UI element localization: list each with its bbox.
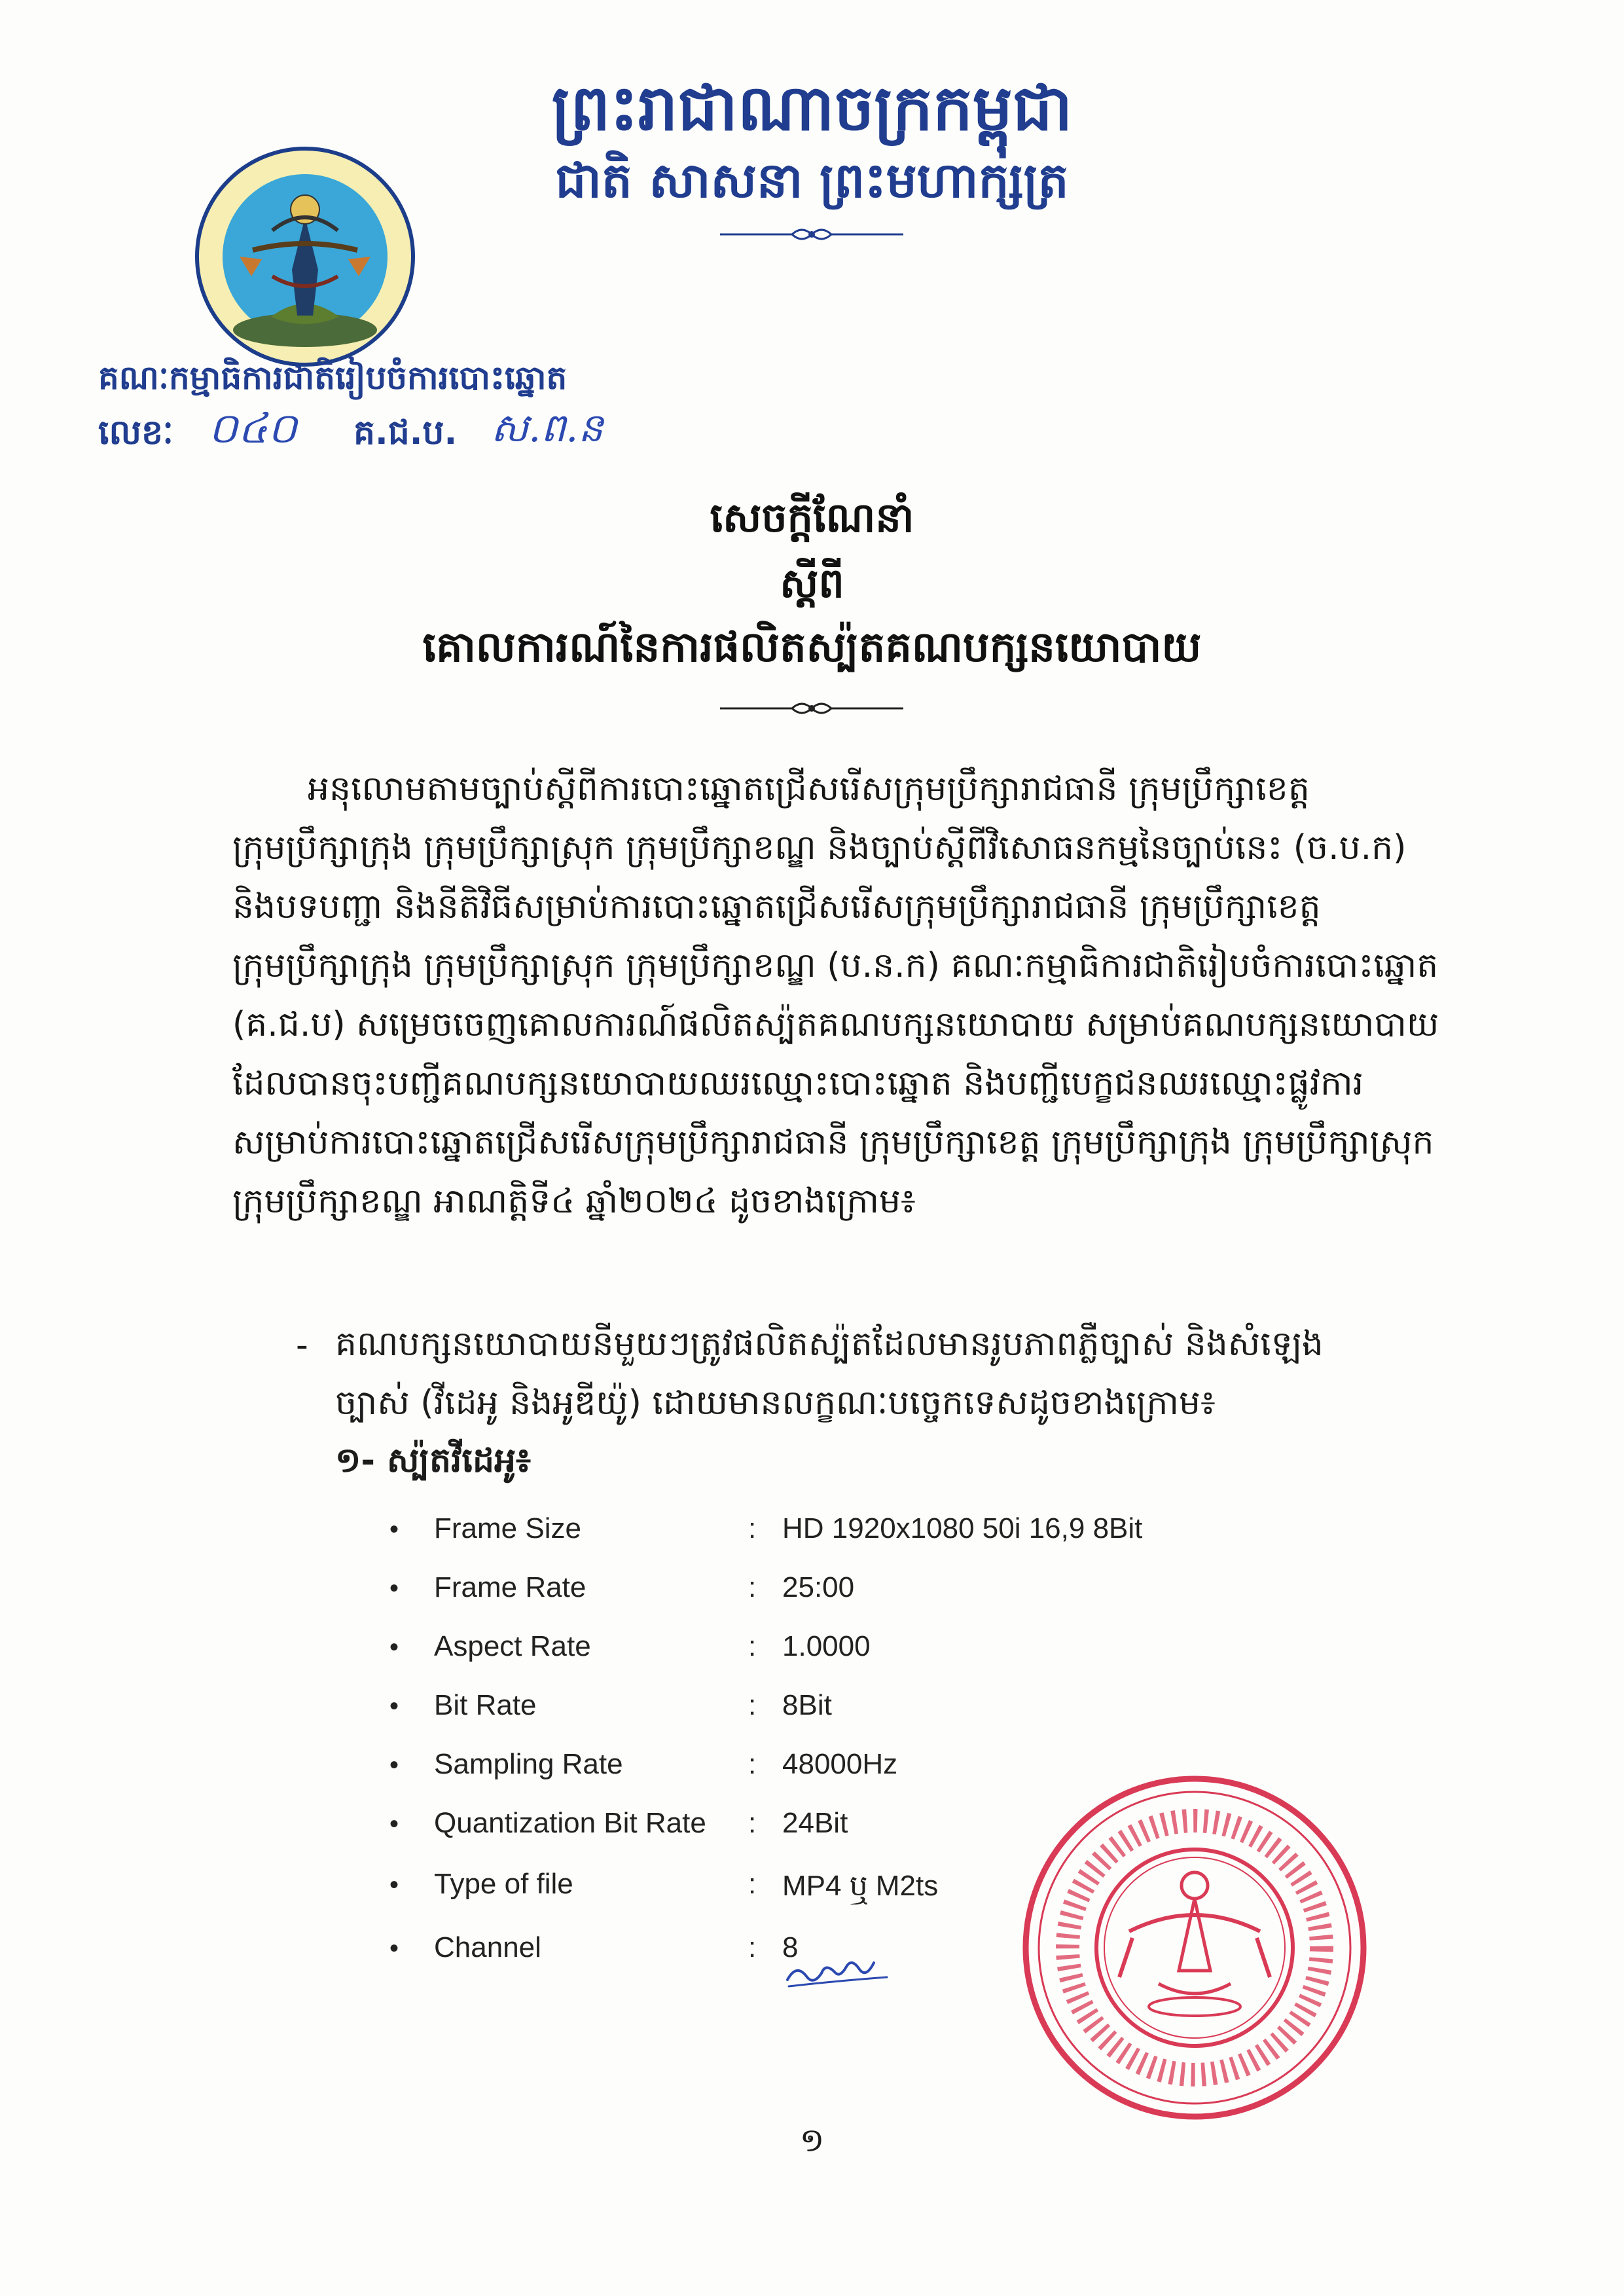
spec-row (389, 1630, 1306, 1683)
spec-label: Bit Rate (434, 1689, 537, 1721)
bullet-icon: • (389, 1515, 399, 1544)
spec-colon: : (748, 1807, 757, 1839)
spec-value: 24Bit (782, 1807, 848, 1839)
document-number-handwritten: ០៤០ (208, 405, 297, 453)
page-number: ១ (799, 2121, 825, 2159)
spec-label: Quantization Bit Rate (434, 1807, 706, 1839)
spec-colon: : (748, 1748, 757, 1780)
bullet-icon: • (389, 1870, 399, 1899)
header-ornament-divider (713, 221, 910, 247)
document-number-label: លេខៈ (98, 413, 173, 452)
spec-label: Frame Size (434, 1512, 581, 1544)
bullet-icon: • (389, 1934, 399, 1963)
body-line: និងបទបញ្ជា និងនីតិវិធីសម្រាប់ការបោះឆ្នោតជ្រើសរើសក្រុមប្រឹក្សារាជធានី ក្រុមប្រឹក្សាខេត្ត (232, 887, 1321, 926)
spec-label: Channel (434, 1931, 541, 1963)
body-line: (គ.ជ.ប) សម្រេចចេញគោលការណ៍ផលិតស្ប៉តគណបក្សនយោបាយ សម្រាប់គណបក្សនយោបាយ (232, 1005, 1439, 1044)
body-line: ក្រុមប្រឹក្សាក្រុង ក្រុមប្រឹក្សាស្រុក ក្រុមប្រឹក្សាខណ្ឌ (ប.ន.ក) គណៈកម្មាធិការជាតិរៀបចំការបោះឆ្នោត (232, 946, 1439, 985)
body-line: ក្រុមប្រឹក្សាក្រុង ក្រុមប្រឹក្សាស្រុក ក្រុមប្រឹក្សាខណ្ឌ និងច្បាប់ស្តីពីវិសោធនកម្មនៃច្បាប់នេះ (ច.ប.ក) (232, 828, 1407, 867)
spec-colon: : (748, 1689, 757, 1721)
nec-logo (194, 145, 416, 368)
handwritten-initials (782, 1948, 893, 1994)
document-subject: គោលការណ៍នៃការផលិតស្ប៉តគណបក្សនយោបាយ (422, 623, 1202, 672)
requirement-line: ច្បាស់ (វីដេអូ និងអូឌីយ៉ូ) ដោយមានលក្ខណៈបច្ចេកទេសដូចខាងក្រោម៖ (335, 1383, 1216, 1423)
spec-row (389, 1689, 1306, 1741)
item-dash: - (296, 1326, 308, 1365)
bullet-icon: • (389, 1692, 399, 1721)
document-number-reference: គ.ជ.ប. (353, 413, 458, 452)
national-motto: ជាតិ សាសនា ព្រះមហាក្សត្រ (555, 153, 1069, 209)
spec-label: Frame Rate (434, 1571, 586, 1603)
bullet-icon: • (389, 1751, 399, 1779)
bullet-icon: • (389, 1574, 399, 1603)
spec-colon: : (748, 1512, 757, 1544)
bullet-icon: • (389, 1633, 399, 1662)
spec-value: HD 1920x1080 50i 16,9 8Bit (782, 1512, 1143, 1544)
bullet-icon: • (389, 1810, 399, 1838)
spec-label: Type of file (434, 1868, 573, 1900)
body-line: ដែលបានចុះបញ្ជីគណបក្សនយោបាយឈរឈ្មោះបោះឆ្នោត និងបញ្ជីបេក្ខជនឈរឈ្មោះផ្លូវការ (232, 1064, 1364, 1103)
spec-value: 48000Hz (782, 1748, 898, 1780)
document-number-reference-handwritten: ស.ព.ន (491, 405, 604, 451)
title-about: ស្តីពី (780, 559, 844, 607)
kingdom-title: ព្រះរាជាណាចក្រកម្ពុជា (551, 71, 1073, 145)
spec-label: Aspect Rate (434, 1630, 591, 1662)
spec-colon: : (748, 1868, 757, 1900)
spec-row (389, 1512, 1306, 1565)
requirement-item (335, 1315, 1487, 1432)
spec-colon: : (748, 1931, 757, 1963)
document-title: សេចក្តីណែនាំ (710, 494, 914, 541)
official-seal (1018, 1771, 1371, 2124)
body-line: អនុលោមតាមច្បាប់ស្តីពីការបោះឆ្នោតជ្រើសរើសក្រុមប្រឹក្សារាជធានី ក្រុមប្រឹក្សាខេត្ត (308, 769, 1310, 809)
spec-colon: : (748, 1571, 757, 1603)
spec-value: 8 (782, 1931, 799, 1963)
spec-value: 25:00 (782, 1571, 855, 1603)
body-paragraph (232, 759, 1470, 1231)
spec-row (389, 1571, 1306, 1624)
spec-label: Sampling Rate (434, 1748, 623, 1780)
video-spot-heading: ១- ស្ប៉តវីដេអូ៖ (335, 1441, 531, 1480)
spec-colon: : (748, 1630, 757, 1662)
body-line: ក្រុមប្រឹក្សាខណ្ឌ អាណត្តិទី៤ ឆ្នាំ២០២៤ ដូចខាងក្រោម៖ (232, 1182, 916, 1221)
spec-value: 1.0000 (782, 1630, 871, 1662)
body-line: សម្រាប់ការបោះឆ្នោតជ្រើសរើសក្រុមប្រឹក្សារាជធានី ក្រុមប្រឹក្សាខេត្ត ក្រុមប្រឹក្សាក្រុង ក្រុមប្រឹក្សាស្រុក (232, 1123, 1434, 1162)
requirement-line: គណបក្សនយោបាយនីមួយៗត្រូវផលិតស្ប៉តដែលមានរូបភាពភ្លឺច្បាស់ និងសំឡេង (335, 1324, 1324, 1364)
issuing-authority: គណៈកម្មាធិការជាតិរៀបចំការបោះឆ្នោត (98, 359, 568, 397)
title-ornament-divider (713, 695, 910, 721)
spec-value: MP4 ឬ M2ts (782, 1870, 939, 1902)
spec-value: 8Bit (782, 1689, 832, 1721)
